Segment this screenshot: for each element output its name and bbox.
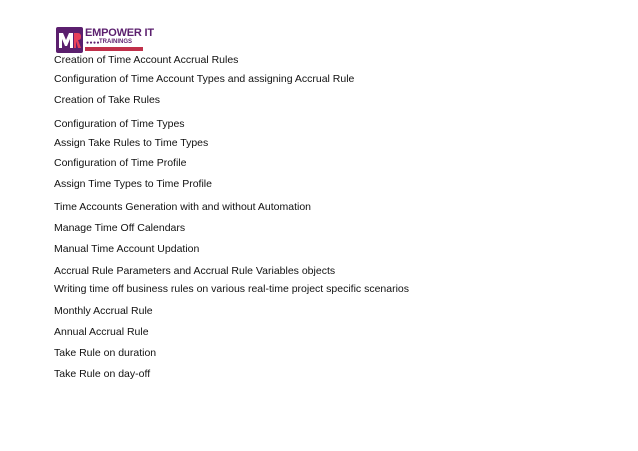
- logo-title: EMPOWER IT: [85, 27, 154, 39]
- topic-item: Manage Time Off Calendars: [54, 222, 186, 234]
- topic-item: Configuration of Time Types: [54, 118, 185, 130]
- logo-subtitle: TRAININGS: [99, 39, 132, 45]
- topic-item: Configuration of Time Account Types and assigning Accrual Rule: [54, 73, 355, 85]
- topic-item: Take Rule on duration: [54, 347, 157, 359]
- topic-item: Time Accounts Generation with and without Automation: [54, 201, 312, 213]
- topic-item: Take Rule on day-off: [54, 368, 151, 380]
- topic-item: Annual Accrual Rule: [54, 326, 149, 338]
- topic-item: Creation of Take Rules: [54, 94, 161, 106]
- topic-item: Monthly Accrual Rule: [54, 305, 153, 317]
- topic-item: Creation of Time Account Accrual Rules: [54, 54, 239, 66]
- topic-item: Assign Take Rules to Time Types: [54, 137, 209, 149]
- topic-item: Manual Time Account Updation: [54, 243, 200, 255]
- company-logo: [56, 27, 154, 53]
- topic-item: Accrual Rule Parameters and Accrual Rule Variables objects: [54, 265, 336, 277]
- topic-item: Writing time off business rules on various real-time project specific scenarios: [54, 283, 410, 295]
- topic-item: Assign Time Types to Time Profile: [54, 178, 212, 190]
- logo-dots: ●●●●: [86, 40, 101, 46]
- empower-logo-icon: [56, 27, 83, 53]
- topic-item: Configuration of Time Profile: [54, 157, 187, 169]
- logo-tagline-bar: [85, 47, 143, 51]
